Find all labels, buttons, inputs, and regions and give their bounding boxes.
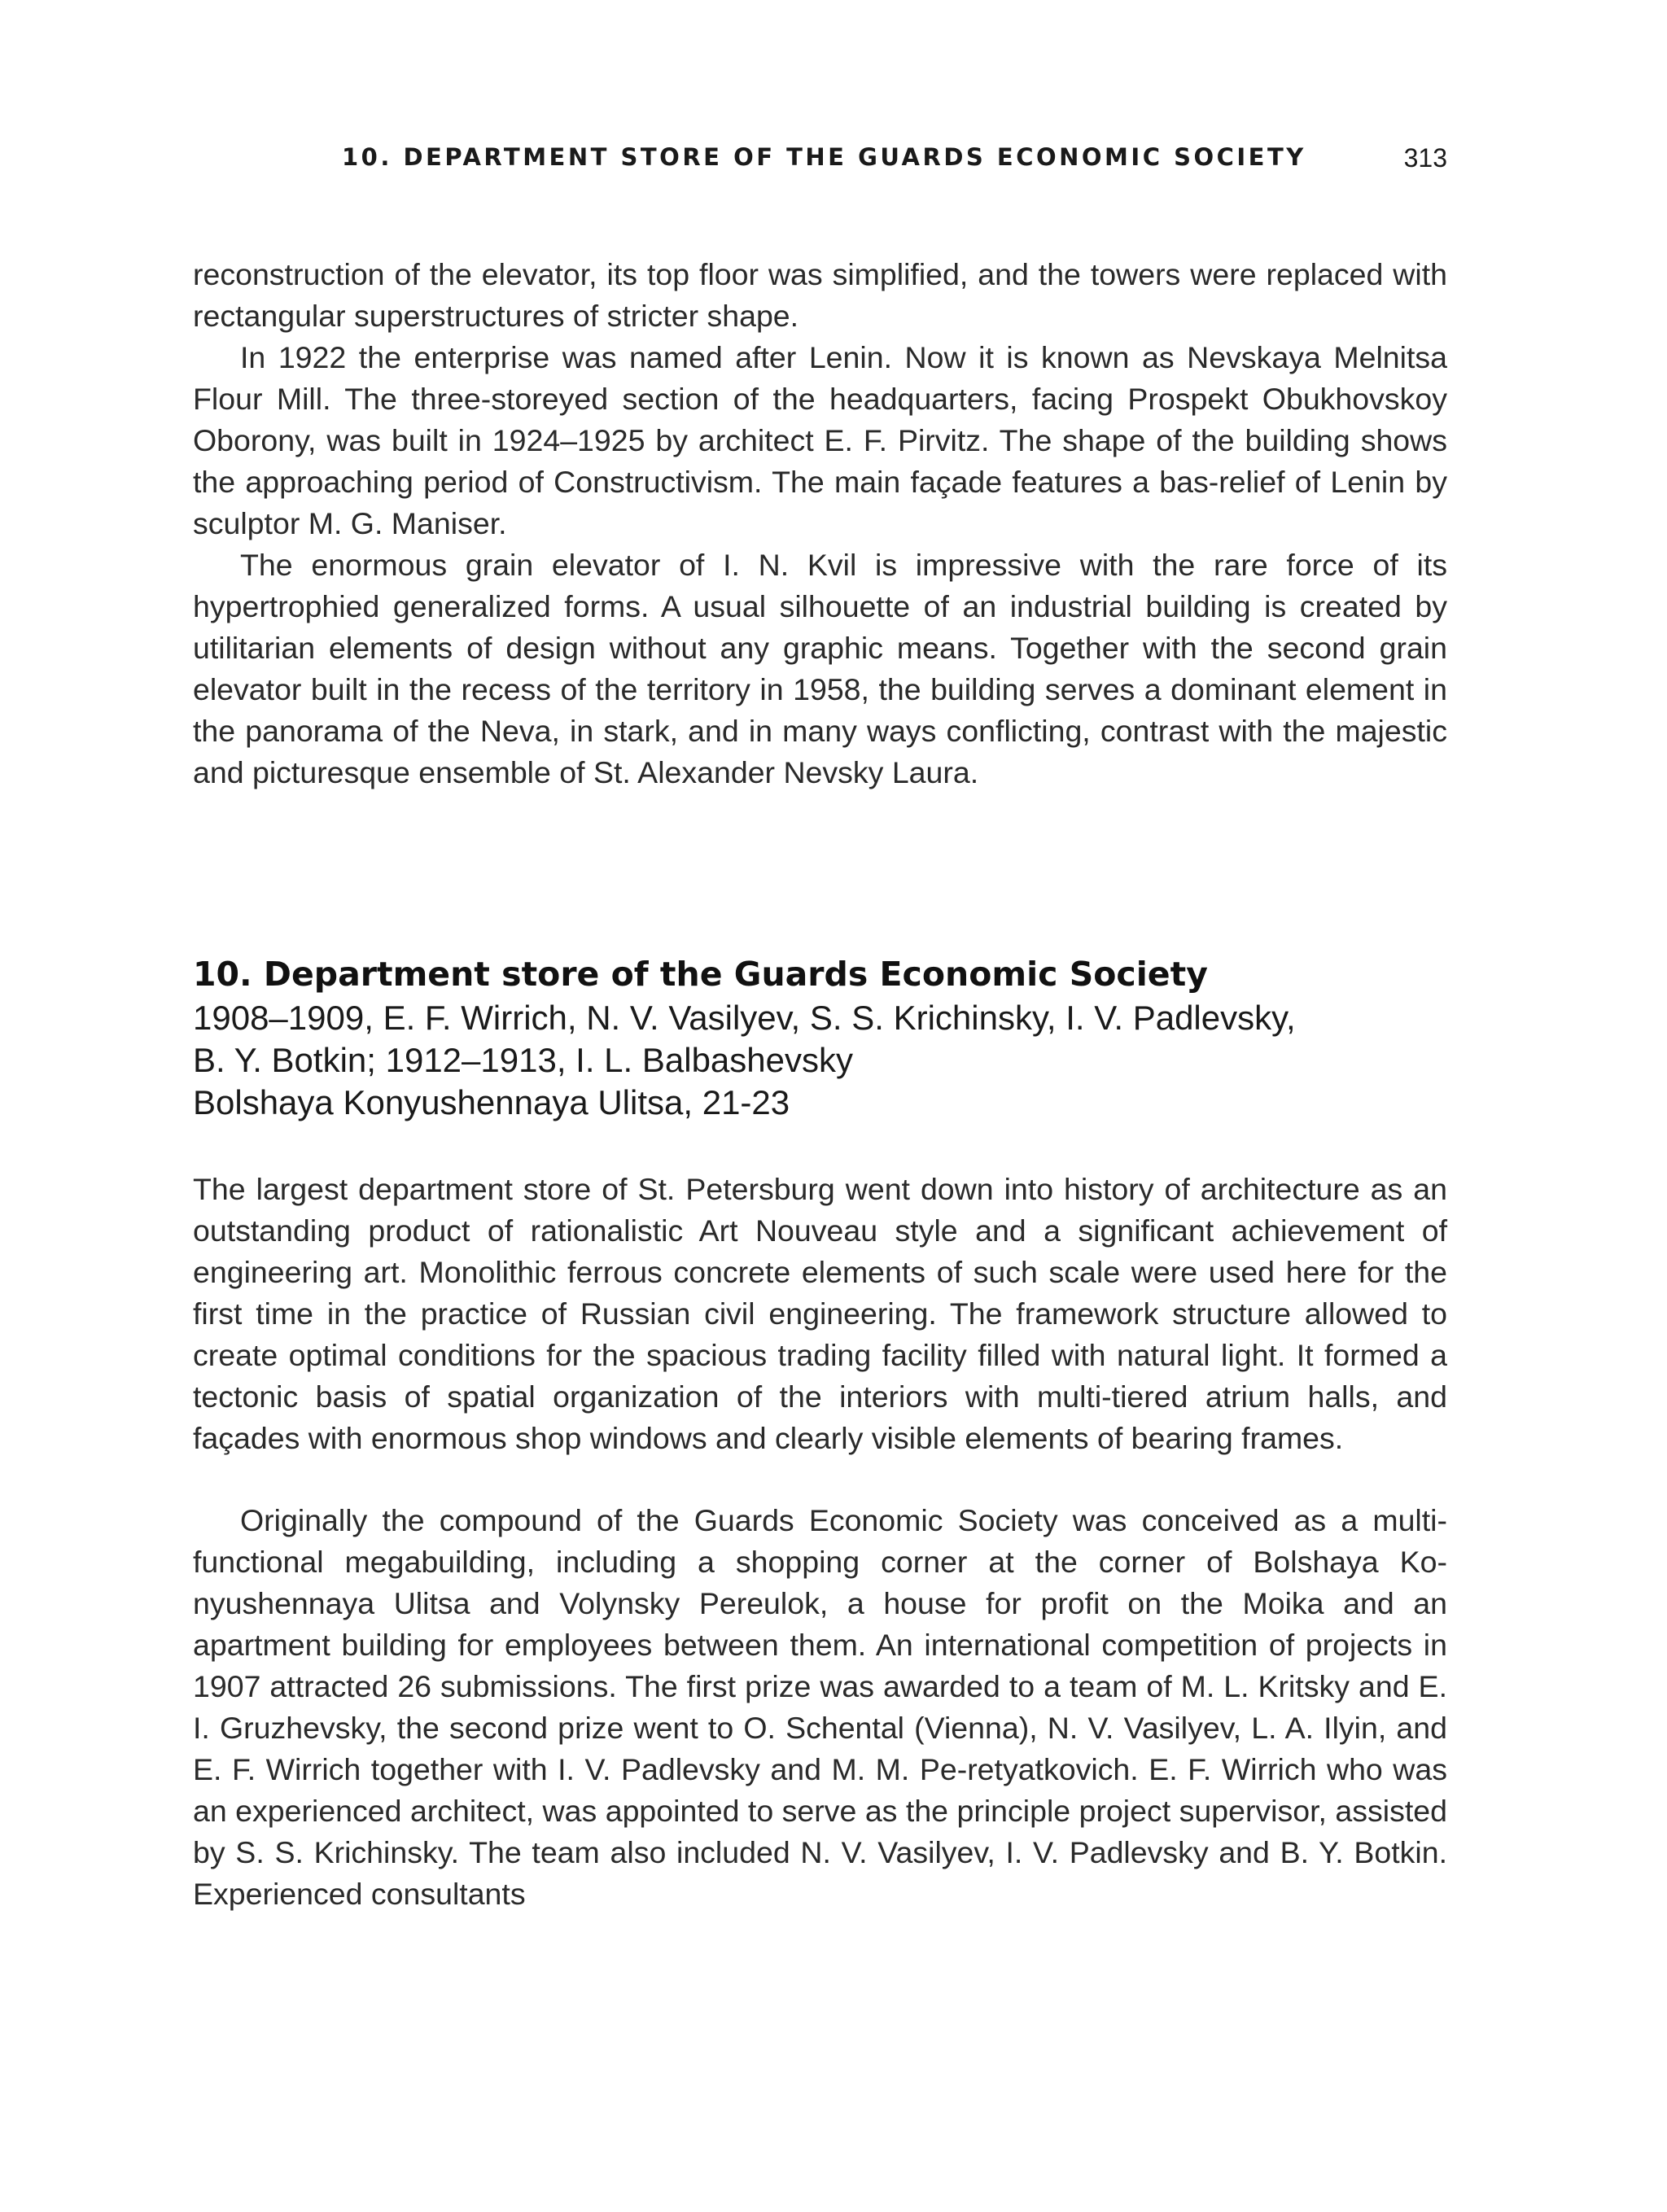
running-title: 10. DEPARTMENT STORE OF THE GUARDS ECONOMIC SOCIETY xyxy=(342,143,1306,171)
section-title: 10. Department store of the Guards Economic Society xyxy=(193,955,1208,994)
section-meta-dates-architects-cont: B. Y. Botkin; 1912–1913, I. L. Balbashevsky xyxy=(193,1041,854,1079)
running-header xyxy=(342,143,1447,182)
section-meta xyxy=(193,997,1447,1124)
paragraph-compound-history: Originally the compound of the Guards Economic Society was conceived as a multi-functional megabuilding, including a shopping corner at the corner of Bolshaya Ko-nyushennaya Ulitsa and Volynsky Pereulok, a house for profit on the Moika and an apartment building for employees between them. An international competition of projects in 1907 attracted 26 submissions. The first prize was awarded to a team of M. L. Kritsky and E. I. Gruzhevsky, the second prize went to O. Schental (Vienna), N. V. Vasilyev, L. A. Ilyin, and E. F. Wirrich together with I. V. Padlevsky and M. M. Pe-retyatkovich. E. F. Wirrich who was an experienced architect, was appointed to serve as the principle project supervisor, assisted by S. S. Krichinsky. The team also included N. V. Vasilyev, I. V. Padlevsky and B. Y. Botkin. Experienced consultants xyxy=(193,1503,1447,1911)
paragraph-department-store: The largest department store of St. Petersburg went down into history of architecture as an outstanding product of rationalistic Art Nouveau style and a significant achievement of engineering art. Monolithic ferrous concrete elements of such scale were used here for the first time in the practice of Russian civil engineering. The framework structure allowed to create optimal conditions for the spacious trading facility filled with natural light. It formed a tectonic basis of spatial organization of the interiors with multi-tiered atrium halls, and façades with enormous shop windows and clearly visible elements of bearing frames. xyxy=(193,1172,1447,1455)
paragraph-lenin-mill: In 1922 the enterprise was named after Lenin. Now it is known as Nevskaya Melnitsa Flour Mill. The three-storeyed section of the headquarters, facing Prospekt Obukhovskoy Oborony, was built in 1924–1925 by architect E. F. Pirvitz. The shape of the building shows the approaching period of Constructivism. The main façade features a bas-relief of Lenin by sculptor M. G. Maniser. xyxy=(193,340,1447,540)
paragraph-grain-elevator: The enormous grain elevator of I. N. Kvil is impressive with the rare force of its hypertrophied generalized forms. A usual silhouette of an industrial building is created by utilitarian elements of design without any graphic means. Together with the second grain elevator built in the recess of the territory in 1958, the building serves a dominant element in the panorama of the Neva, in stark, and in many ways conflicting, contrast with the majestic and picturesque ensemble of St. Alexander Nevsky Laura. xyxy=(193,548,1447,789)
page-number: 313 xyxy=(1403,143,1447,173)
section-meta-address: Bolshaya Konyushennaya Ulitsa, 21-23 xyxy=(193,1083,790,1121)
paragraph-continuation: reconstruction of the elevator, its top floor was simplified, and the towers were replaced with rectangular superstructures of stricter shape. xyxy=(193,257,1447,333)
section-meta-dates-architects: 1908–1909, E. F. Wirrich, N. V. Vasilyev, S. S. Krichinsky, I. V. Padlevsky, xyxy=(193,999,1296,1037)
